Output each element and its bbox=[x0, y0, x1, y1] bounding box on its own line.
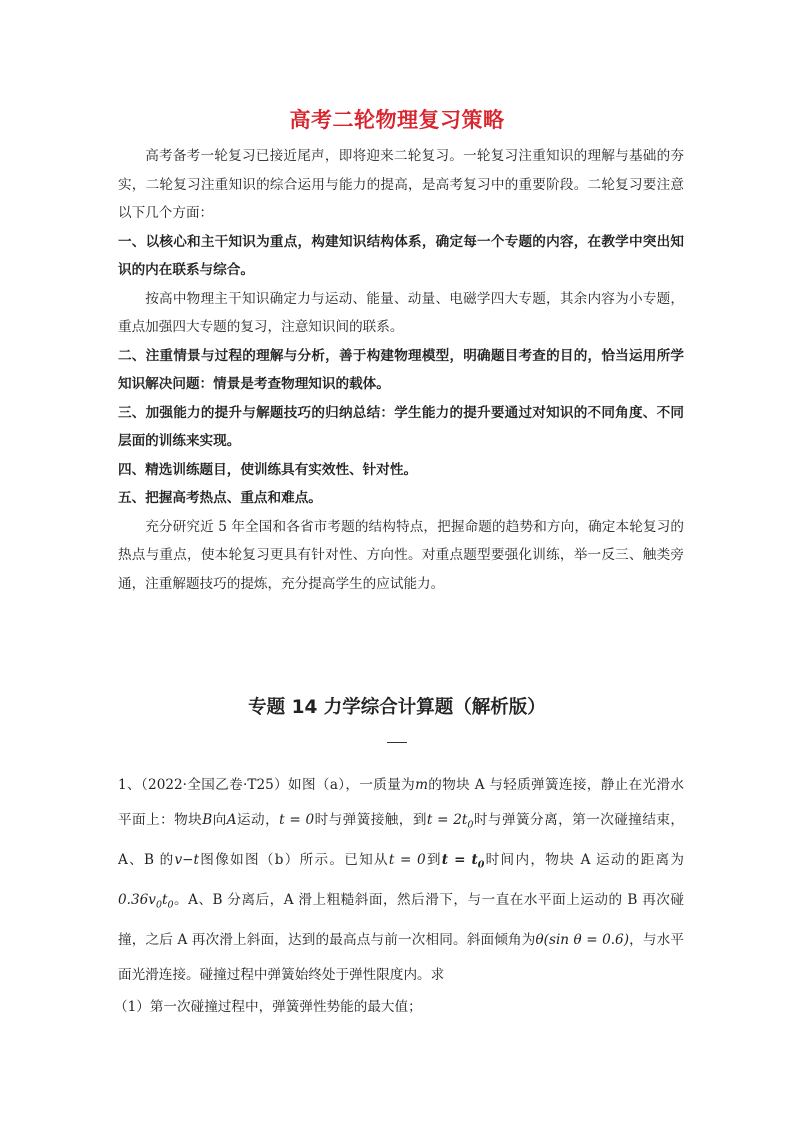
strategy-heading-4: 四、精选训练题目，使训练具有实效性、针对性。 bbox=[118, 461, 418, 478]
math-part: t = t bbox=[441, 851, 478, 868]
page-title: 高考二轮物理复习策略 bbox=[289, 108, 505, 132]
text-span: 运动， bbox=[236, 811, 280, 828]
math-equation bbox=[441, 851, 485, 871]
strategy-heading-3: 三、加强能力的提升与解题技巧的归纳总结：学生能力的提升要通过对知识的不同角度、不同层面的训练来实现。 bbox=[118, 404, 684, 449]
math-block-a: A bbox=[226, 811, 237, 828]
intro-paragraph: 按高中物理主干知识确定力与运动、能量、动量、电磁学四大专题，其余内容为小专题，重点加强四大专题的复习，注意知识间的联系。 bbox=[118, 290, 684, 335]
text-span: 图像如图（b）所示。已知从 bbox=[199, 851, 389, 868]
topic-title: 专题 14 力学综合计算题（解析版） bbox=[248, 697, 546, 718]
question-1: （1）第一次碰撞过程中，弹簧弹性势能的最大值； bbox=[114, 999, 422, 1016]
math-equation: t = 0 bbox=[279, 811, 315, 828]
problem-section bbox=[114, 768, 685, 1022]
math-subscript: 0 bbox=[167, 899, 174, 911]
text-span: 1、（2022·全国乙卷·T25）如图（a），一质量为 bbox=[118, 777, 416, 793]
math-vt-graph: v−t bbox=[174, 851, 200, 868]
text-span: 时与弹簧分离，第一次碰撞结束，A、B 的 bbox=[118, 811, 685, 868]
text-span: ，与水平面光滑连接。碰撞过程中弹簧始终处于弹性限度内。求 bbox=[118, 932, 684, 983]
text-span: 。A、B 分离后，A 滑上粗糙斜面，然后滑下，与一直在水平面上运动的 B 再次碰撞，之后 A 再次滑上斜面，达到的最高点与前一次相同。斜面倾角为 bbox=[118, 891, 684, 949]
math-subscript: 0 bbox=[467, 819, 474, 831]
intro-paragraph: 高考备考一轮复习已接近尾声，即将迎来二轮复习。一轮复习注重知识的理解与基础的夯实，二轮复习注重知识的综合运用与能力的提高，是高考复习中的重要阶段。二轮复习要注意以下几个方面： bbox=[118, 148, 684, 221]
strategy-heading-1: 一、以核心和主干知识为重点，构建知识结构体系，确定每一个专题的内容，在教学中突出知识的内在联系与综合。 bbox=[118, 233, 684, 278]
problem-statement bbox=[118, 768, 684, 992]
math-incline-angle: θ(sin θ = 0.6) bbox=[535, 932, 629, 949]
intro-paragraph: 充分研究近 5 年全国和各省市考题的结构特点，把握命题的趋势和方向，确定本轮复习的热点与重点，使本轮复习更具有针对性、方向性。对重点题型要强化训练，举一反三、触类旁通，注重解题技巧的提炼，充分提高学生的应试能力。 bbox=[118, 518, 684, 592]
math-part: t = 2t bbox=[426, 811, 468, 828]
text-span: 时间内，物块 A 运动的距离为 bbox=[484, 851, 684, 868]
intro-section bbox=[118, 142, 684, 598]
text-span: 到 bbox=[425, 851, 442, 868]
math-part: 0.36v bbox=[118, 891, 156, 908]
text-span: 向 bbox=[212, 811, 227, 828]
math-subscript: 0 bbox=[155, 899, 163, 911]
text-span: 的物块 A 与轻质弹簧连接，静止在光滑水平面上：物块 bbox=[118, 777, 684, 828]
text-span: 时与弹簧接触，到 bbox=[314, 811, 427, 828]
math-equation: t = 0 bbox=[388, 851, 426, 868]
math-distance: $0.36v_0t_0$ bbox=[118, 891, 174, 911]
strategy-heading-2: 二、注重情景与过程的理解与分析，善于构建物理模型，明确题目考查的目的，恰当运用所学知识解决问题：情景是考查物理知识的载体。 bbox=[118, 347, 684, 392]
math-equation bbox=[426, 811, 474, 831]
math-mass: m bbox=[415, 777, 428, 793]
math-subscript: 0 bbox=[477, 859, 485, 871]
title-underline-dash bbox=[387, 742, 407, 743]
math-block-b: B bbox=[202, 811, 213, 828]
strategy-heading-5: 五、把握高考热点、重点和难点。 bbox=[118, 490, 322, 506]
